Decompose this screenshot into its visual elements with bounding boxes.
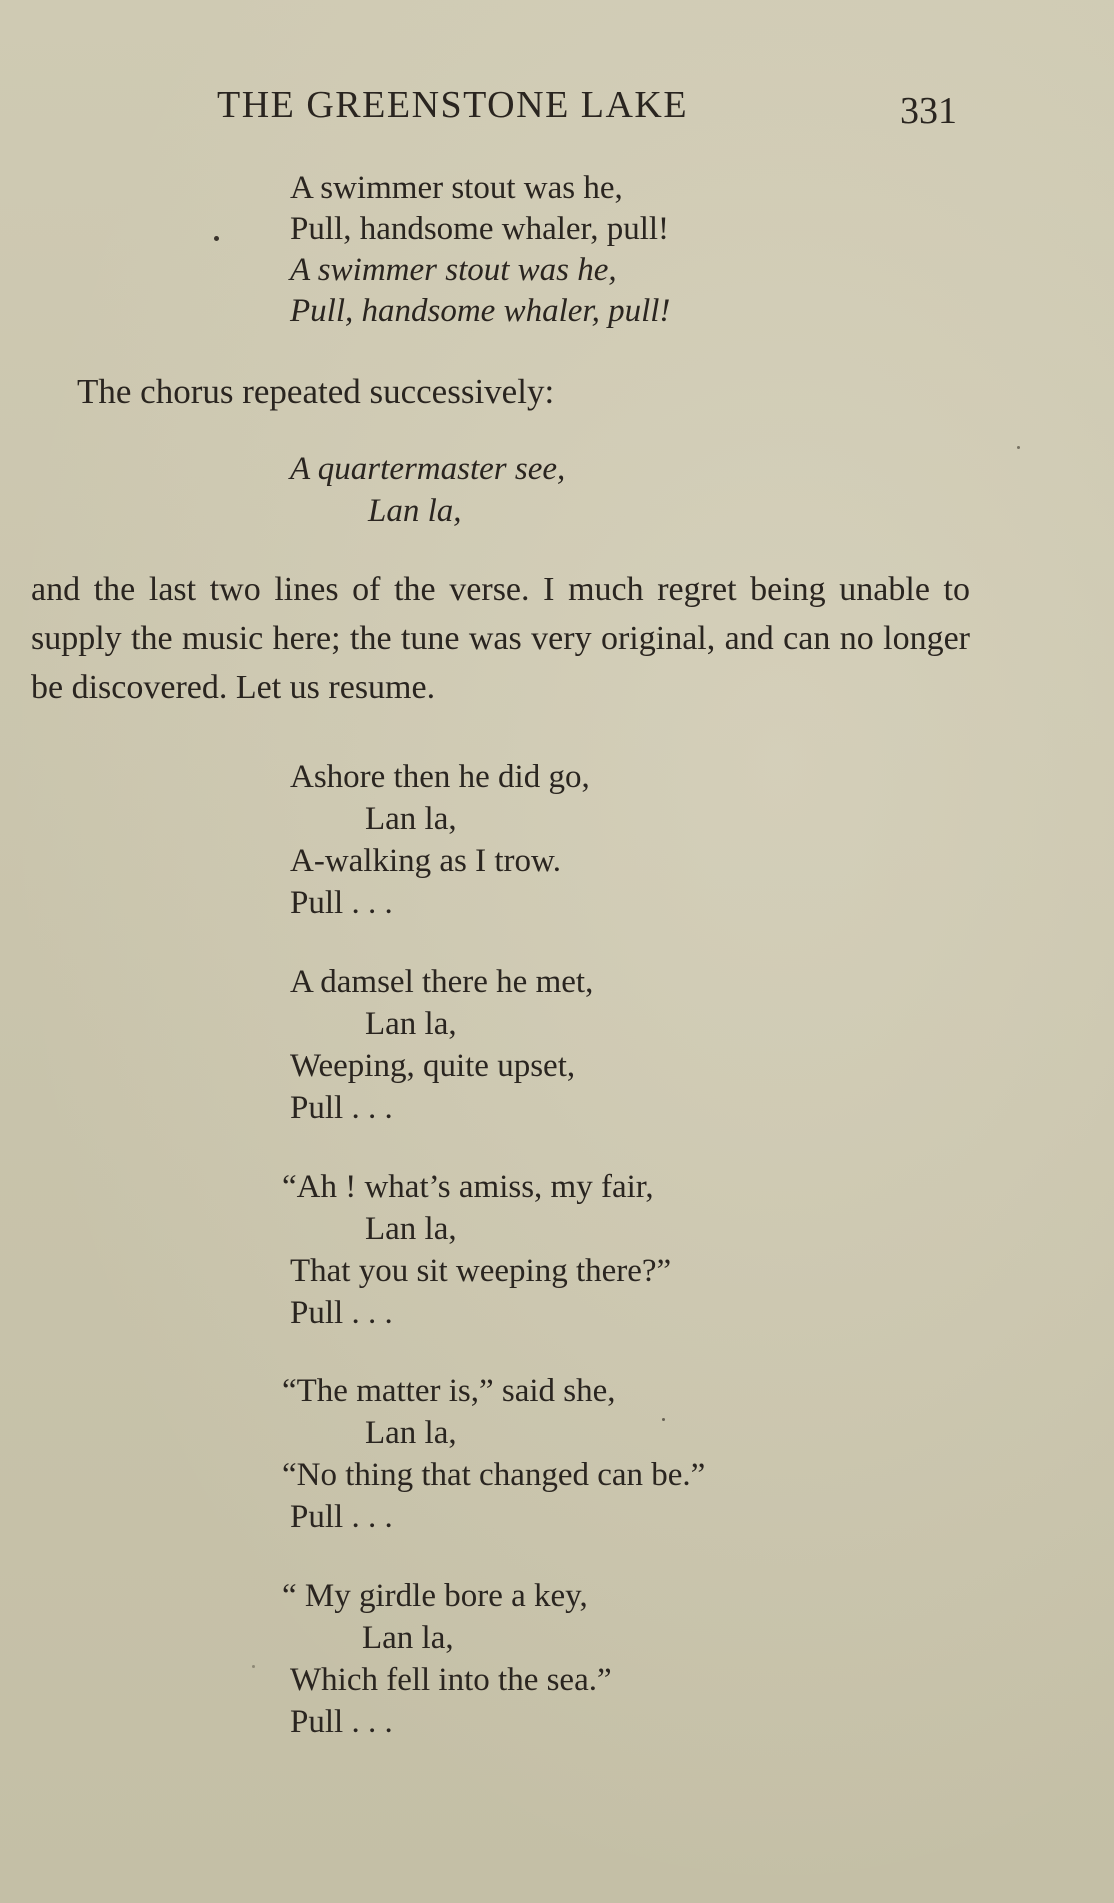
stanza-line: “The matter is,” said she,: [282, 1373, 616, 1409]
paragraph-text: and the last two lines of the verse. I much regret being unable to supply the music here; the tune was very original, and can no longer be discovered. Let us resume.: [31, 571, 970, 706]
stanza-pull: Pull . . .: [290, 1295, 393, 1331]
stanza-refrain: Lan la,: [362, 1620, 454, 1656]
page-number: 331: [900, 90, 957, 132]
stanza-refrain: Lan la,: [365, 1006, 457, 1042]
stanza-pull: Pull . . .: [290, 885, 393, 921]
verse-line-italic: A swimmer stout was he,: [290, 252, 617, 288]
stanza-pull: Pull . . .: [290, 1090, 393, 1126]
stanza-line: “ My girdle bore a key,: [282, 1578, 588, 1614]
chorus-line: Lan la,: [368, 493, 462, 529]
stanza-line: Which fell into the sea.”: [290, 1662, 612, 1698]
ink-speck: [1017, 446, 1020, 449]
verse-line: A swimmer stout was he,: [290, 170, 623, 206]
stanza-line: “No thing that changed can be.”: [282, 1457, 706, 1493]
stanza-line: Ashore then he did go,: [290, 759, 590, 795]
chorus-line: A quartermaster see,: [290, 451, 566, 487]
stanza-line: A-walking as I trow.: [290, 843, 561, 879]
ink-speck: [662, 1418, 665, 1421]
ink-speck: [252, 1665, 255, 1668]
stanza-line: “Ah ! what’s amiss, my fair,: [282, 1169, 654, 1205]
ink-speck: [214, 236, 219, 241]
stanza-pull: Pull . . .: [290, 1499, 393, 1535]
running-head: THE GREENSTONE LAKE: [217, 84, 689, 126]
stanza-line: That you sit weeping there?”: [290, 1253, 672, 1289]
stanza-refrain: Lan la,: [365, 1415, 457, 1451]
verse-line-italic: Pull, handsome whaler, pull!: [290, 293, 671, 329]
prose-paragraph: [31, 565, 970, 712]
stanza-refrain: Lan la,: [365, 1211, 457, 1247]
stanza-pull: Pull . . .: [290, 1704, 393, 1740]
stanza-refrain: Lan la,: [365, 801, 457, 837]
verse-line: Pull, handsome whaler, pull!: [290, 211, 670, 247]
stanza-line: Weeping, quite upset,: [290, 1048, 576, 1084]
stanza-line: A damsel there he met,: [290, 964, 594, 1000]
chorus-intro: The chorus repeated successively:: [77, 372, 555, 411]
